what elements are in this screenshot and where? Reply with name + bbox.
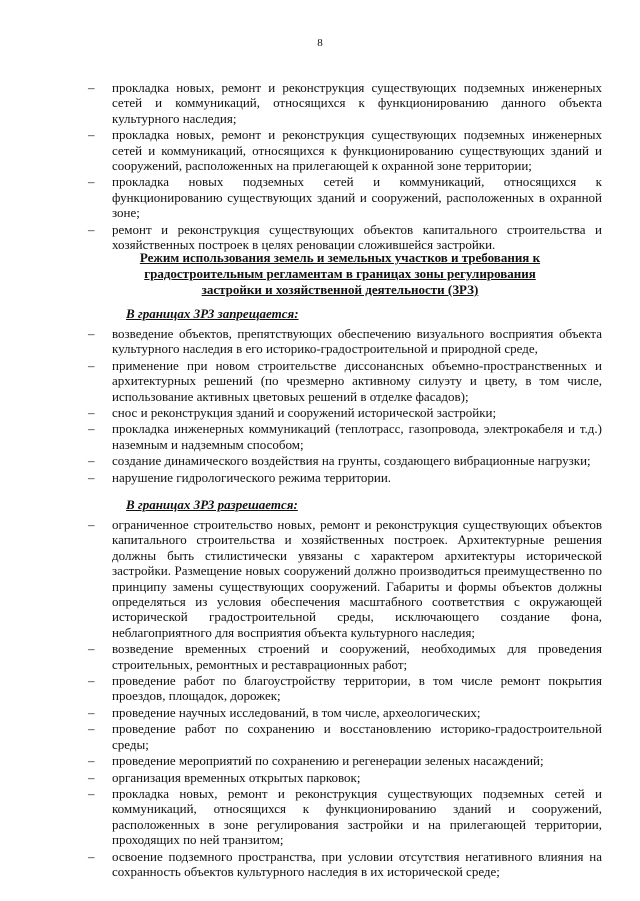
dash-marker: – bbox=[88, 848, 95, 864]
list-item bbox=[88, 358, 602, 404]
list-item-text: прокладка новых, ремонт и реконструкция существующих подземных инженерных сетей и коммуникаций, относящихся к функционированию существующих зданий и сооружений, расположенных на прилегающей к охранной зоне территории; bbox=[112, 127, 602, 174]
list-allowed bbox=[88, 517, 602, 880]
list-forbidden bbox=[88, 326, 602, 486]
list-item bbox=[88, 222, 602, 253]
dash-marker: – bbox=[88, 641, 95, 657]
list-item-text: применение при новом строительстве диссонансных объемно-пространственных и архитектурных решений (по чрезмерно активному силуэту и цвету, в том числе, использование активных цветовых решений в отделке фасадов); bbox=[112, 357, 602, 404]
dash-marker: – bbox=[88, 469, 95, 485]
list-item bbox=[88, 721, 602, 752]
list-item-text: проведение работ по сохранению и восстановлению историко-градостроительной среды; bbox=[112, 721, 602, 752]
list-item-text: возведение объектов, препятствующих обеспечению визуального восприятия объекта культурного наследия в его историко-градостроительной и природной среде, bbox=[112, 326, 602, 357]
dash-marker: – bbox=[88, 326, 95, 341]
list-item bbox=[88, 421, 602, 452]
page-number: 8 bbox=[317, 37, 323, 49]
dash-marker: – bbox=[88, 769, 95, 785]
list-item bbox=[88, 753, 602, 768]
section-heading: Режим использования земель и земельных участков и требования к градостроительным регламентам в границах зоны регулирования застройки и хозяйственной деятельности (ЗРЗ) bbox=[139, 250, 541, 297]
list-item-text: снос и реконструкция зданий и сооружений исторической застройки; bbox=[112, 405, 497, 421]
dash-marker: – bbox=[88, 80, 95, 95]
dash-marker: – bbox=[88, 673, 95, 689]
dash-marker: – bbox=[88, 453, 95, 469]
list-item bbox=[88, 673, 602, 704]
allowed-heading: В границах ЗРЗ разрешается: bbox=[126, 497, 298, 512]
list-item-text: возведение временных строений и сооружений, необходимых для проведения строительных, ремонтных и реставрационных работ; bbox=[112, 641, 602, 672]
list-item-text: прокладка новых, ремонт и реконструкция существующих подземных сетей и коммуникаций, относящихся к функционированию зданий и сооружений, расположенных в зоне регулирования застройки и на прилегающей территории, проходящих по ней транзитом; bbox=[112, 785, 602, 848]
list-item bbox=[88, 174, 602, 220]
dash-marker: – bbox=[88, 704, 95, 720]
dash-marker: – bbox=[88, 753, 95, 769]
list-item-text: создание динамического воздействия на грунты, создающего вибрационные нагрузки; bbox=[112, 453, 591, 469]
list-item-text: прокладка инженерных коммуникаций (теплотрасс, газопровода, электрокабеля и т.д.) наземным и надземным способом; bbox=[112, 421, 602, 452]
list-item-text: освоение подземного пространства, при условии отсутствия негативного влияния на сохранность объектов культурного наследия в их исторической среде; bbox=[112, 848, 602, 879]
list-item bbox=[88, 770, 602, 785]
list-item-text: проведение работ по благоустройству территории, в том числе ремонт покрытия проездов, площадок, дорожек; bbox=[112, 673, 602, 704]
list-item-text: проведение научных исследований, в том числе, археологических; bbox=[112, 704, 481, 720]
dash-marker: – bbox=[88, 174, 95, 190]
dash-marker: – bbox=[88, 405, 95, 421]
list-item bbox=[88, 705, 602, 720]
dash-marker: – bbox=[88, 357, 95, 373]
list-item bbox=[88, 786, 602, 848]
list-item bbox=[88, 641, 602, 672]
dash-marker: – bbox=[88, 517, 95, 532]
list-item bbox=[88, 127, 602, 173]
list-item-text: ремонт и реконструкция существующих объектов капитального строительства и хозяйственных построек в целях реновации сложившейся застройки. bbox=[112, 221, 602, 253]
list-top bbox=[88, 80, 602, 253]
dash-marker: – bbox=[88, 421, 95, 437]
list-item bbox=[88, 80, 602, 126]
list-item bbox=[88, 517, 602, 640]
list-item-text: прокладка новых подземных сетей и коммуникаций, относящихся к функционированию существующих зданий и сооружений, расположенных в охранной зоне; bbox=[112, 174, 602, 221]
list-item bbox=[88, 453, 602, 468]
list-item bbox=[88, 849, 602, 880]
list-item-text: прокладка новых, ремонт и реконструкция существующих подземных инженерных сетей и коммуникаций, относящихся к функционированию данного объекта культурного наследия; bbox=[112, 80, 602, 126]
dash-marker: – bbox=[88, 785, 95, 801]
dash-marker: – bbox=[88, 221, 95, 237]
list-item bbox=[88, 470, 602, 485]
list-item-text: организация временных открытых парковок; bbox=[112, 769, 361, 785]
list-item-text: проведение мероприятий по сохранению и регенерации зеленых насаждений; bbox=[112, 753, 544, 769]
list-item-text: ограниченное строительство новых, ремонт и реконструкция существующих объектов капитального строительства и хозяйственных построек. Архитектурные решения должны быть стилистически увязаны с характером архитектуры исторической застройки. Размещение новых сооружений должно производиться преимущественно по принципу замены существующих сооружений. Габариты и формы объектов должны определяться из условия обеспечения масштабного соответствия с окружающей исторической градостроительной среды, исключающего создание фона, неблагоприятного для восприятия объекта культурного наследия; bbox=[112, 517, 602, 640]
list-item-text: нарушение гидрологического режима территории. bbox=[112, 469, 392, 485]
list-item bbox=[88, 326, 602, 357]
forbidden-heading: В границах ЗРЗ запрещается: bbox=[126, 306, 299, 321]
dash-marker: – bbox=[88, 127, 95, 143]
list-item bbox=[88, 405, 602, 420]
dash-marker: – bbox=[88, 721, 95, 737]
